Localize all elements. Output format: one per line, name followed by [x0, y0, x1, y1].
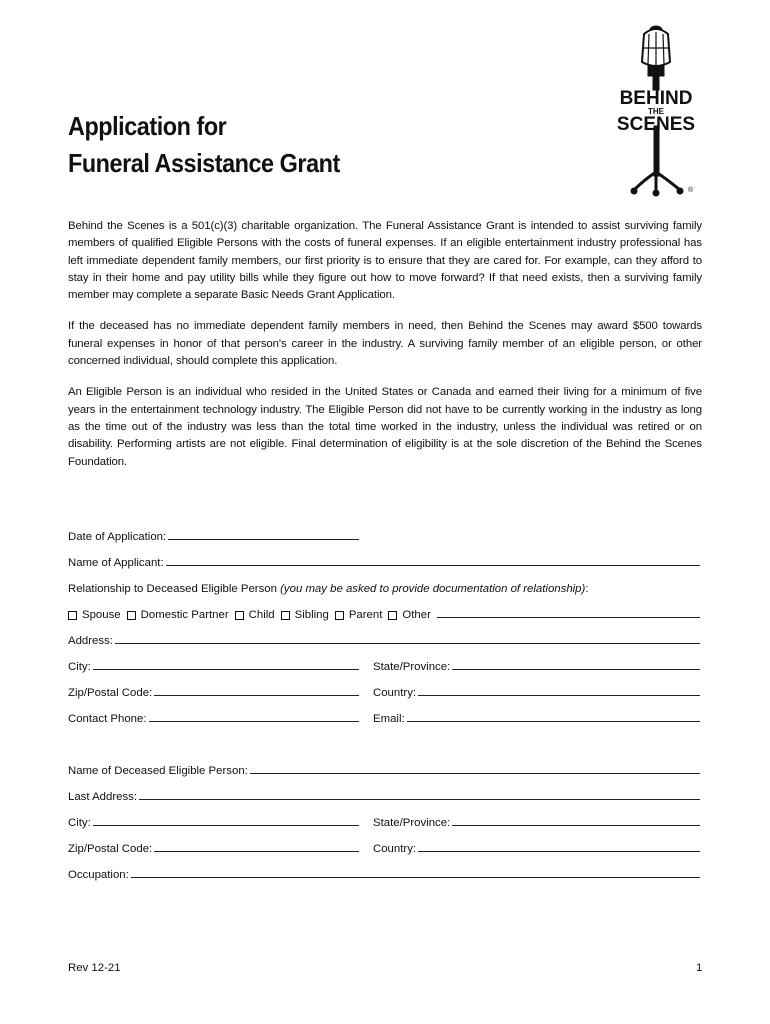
title-line-1: Application for: [68, 111, 227, 141]
other-relationship-field[interactable]: [437, 604, 700, 618]
checkbox-label: Child: [248, 609, 275, 621]
relationship-options-row: [68, 601, 700, 621]
checkbox-box[interactable]: [281, 611, 290, 620]
address-label: Address:: [68, 635, 113, 647]
deceased-zip-label: Zip/Postal Code:: [68, 843, 153, 855]
intro-paragraphs: [68, 218, 702, 485]
deceased-city-label: City:: [68, 817, 91, 829]
checkbox-label: Parent: [348, 609, 383, 621]
paragraph-award: If the deceased has no immediate dependent family members in need, then Behind the Scenes may award $500 towards funeral expenses in honor of that person's career in the industry. A surviving family member of an eligible person, or other concerned individual, should complete this application.: [68, 320, 702, 368]
checkbox-box[interactable]: [388, 611, 397, 620]
checkbox-box[interactable]: [127, 611, 136, 620]
checkbox-other[interactable]: [388, 609, 431, 621]
logo-registered-mark: ®: [688, 187, 694, 194]
date-label: Date of Application:: [68, 531, 167, 543]
checkbox-sibling[interactable]: [281, 609, 329, 621]
applicant-name-field[interactable]: [166, 552, 700, 566]
occupation-row: [68, 861, 700, 881]
checkbox-box[interactable]: [335, 611, 344, 620]
phone-label: Contact Phone:: [68, 713, 147, 725]
revision-label: Rev 12-21: [68, 962, 121, 974]
checkbox-box[interactable]: [68, 611, 77, 620]
deceased-name-label: Name of Deceased Eligible Person:: [68, 765, 248, 777]
applicant-label: Name of Applicant:: [68, 557, 164, 569]
deceased-state-label: State/Province:: [373, 817, 451, 829]
deceased-country-field[interactable]: [418, 838, 700, 852]
deceased-state-row: [373, 809, 700, 829]
email-field[interactable]: [407, 708, 700, 722]
paragraph-eligibility: An Eligible Person is an individual who resided in the United States or Canada and earned their living for a minimum of five years in the entertainment technology industry. The Eligible Person did not have to be currently working in the industry as long as the time out of the industry was less than the total time worked in the industry, unless the individual was retired or on disability. Performing artists are not eligible. Final determination of eligibility is at the sole discretion of the Behind the Scenes Foundation.: [68, 386, 702, 468]
address-field[interactable]: [115, 630, 700, 644]
email-label: Email:: [373, 713, 405, 725]
deceased-city-row: [68, 809, 359, 829]
occupation-label: Occupation:: [68, 869, 129, 881]
title-line-2: Funeral Assistance Grant: [68, 148, 340, 178]
country-field[interactable]: [418, 682, 700, 696]
deceased-name-row: [68, 757, 700, 777]
phone-row: [68, 705, 359, 725]
last-address-field[interactable]: [139, 786, 700, 800]
relationship-colon: :: [585, 583, 589, 595]
state-row: [373, 653, 700, 673]
checkbox-domestic-partner[interactable]: [127, 609, 229, 621]
email-row: [373, 705, 700, 725]
relationship-label: Relationship to Deceased Eligible Person: [68, 583, 277, 595]
last-address-label: Last Address:: [68, 791, 138, 803]
page-title: [68, 108, 370, 182]
logo-text-scenes: SCENES: [616, 114, 696, 135]
zip-label: Zip/Postal Code:: [68, 687, 153, 699]
applicant-name-row: [68, 549, 700, 569]
date-of-application-row: [68, 523, 359, 543]
behind-the-scenes-logo: [604, 22, 706, 198]
relationship-row: [68, 575, 700, 595]
city-row: [68, 653, 359, 673]
page-number: 1: [696, 962, 703, 974]
deceased-country-label: Country:: [373, 843, 417, 855]
date-field[interactable]: [168, 526, 359, 540]
country-row: [373, 679, 700, 699]
deceased-country-row: [373, 835, 700, 855]
deceased-state-field[interactable]: [452, 812, 700, 826]
checkbox-label: Other: [402, 609, 431, 621]
city-label: City:: [68, 661, 91, 673]
zip-row: [68, 679, 359, 699]
checkbox-label: Spouse: [82, 609, 121, 621]
deceased-city-field[interactable]: [93, 812, 359, 826]
state-field[interactable]: [452, 656, 700, 670]
country-label: Country:: [373, 687, 417, 699]
address-row: [68, 627, 700, 647]
checkbox-label: Sibling: [294, 609, 329, 621]
last-address-row: [68, 783, 700, 803]
occupation-field[interactable]: [131, 864, 700, 878]
checkbox-child[interactable]: [235, 609, 275, 621]
city-field[interactable]: [93, 656, 359, 670]
state-label: State/Province:: [373, 661, 451, 673]
phone-field[interactable]: [149, 708, 359, 722]
deceased-zip-field[interactable]: [154, 838, 359, 852]
checkbox-label: Domestic Partner: [140, 609, 229, 621]
relationship-note: (you may be asked to provide documentation of relationship): [280, 583, 586, 595]
logo-text-the: THE: [648, 107, 664, 116]
checkbox-box[interactable]: [235, 611, 244, 620]
checkbox-spouse[interactable]: [68, 609, 121, 621]
deceased-zip-row: [68, 835, 359, 855]
checkbox-parent[interactable]: [335, 609, 383, 621]
logo-text-behind: BEHIND: [619, 88, 693, 109]
deceased-name-field[interactable]: [250, 760, 700, 774]
zip-field[interactable]: [154, 682, 359, 696]
paragraph-about: Behind the Scenes is a 501(c)(3) charitable organization. The Funeral Assistance Grant is intended to assist surviving family members of qualified Eligible Persons with the costs of funeral expenses. If an eligible entertainment industry professional has left immediate dependent family members, our first priority is to ensure that they are cared for. For example, can they afford to stay in their home and pay utility bills while they figure out how to move forward? If that need exists, then a surviving family member may complete a separate Basic Needs Grant Application.: [68, 220, 702, 302]
